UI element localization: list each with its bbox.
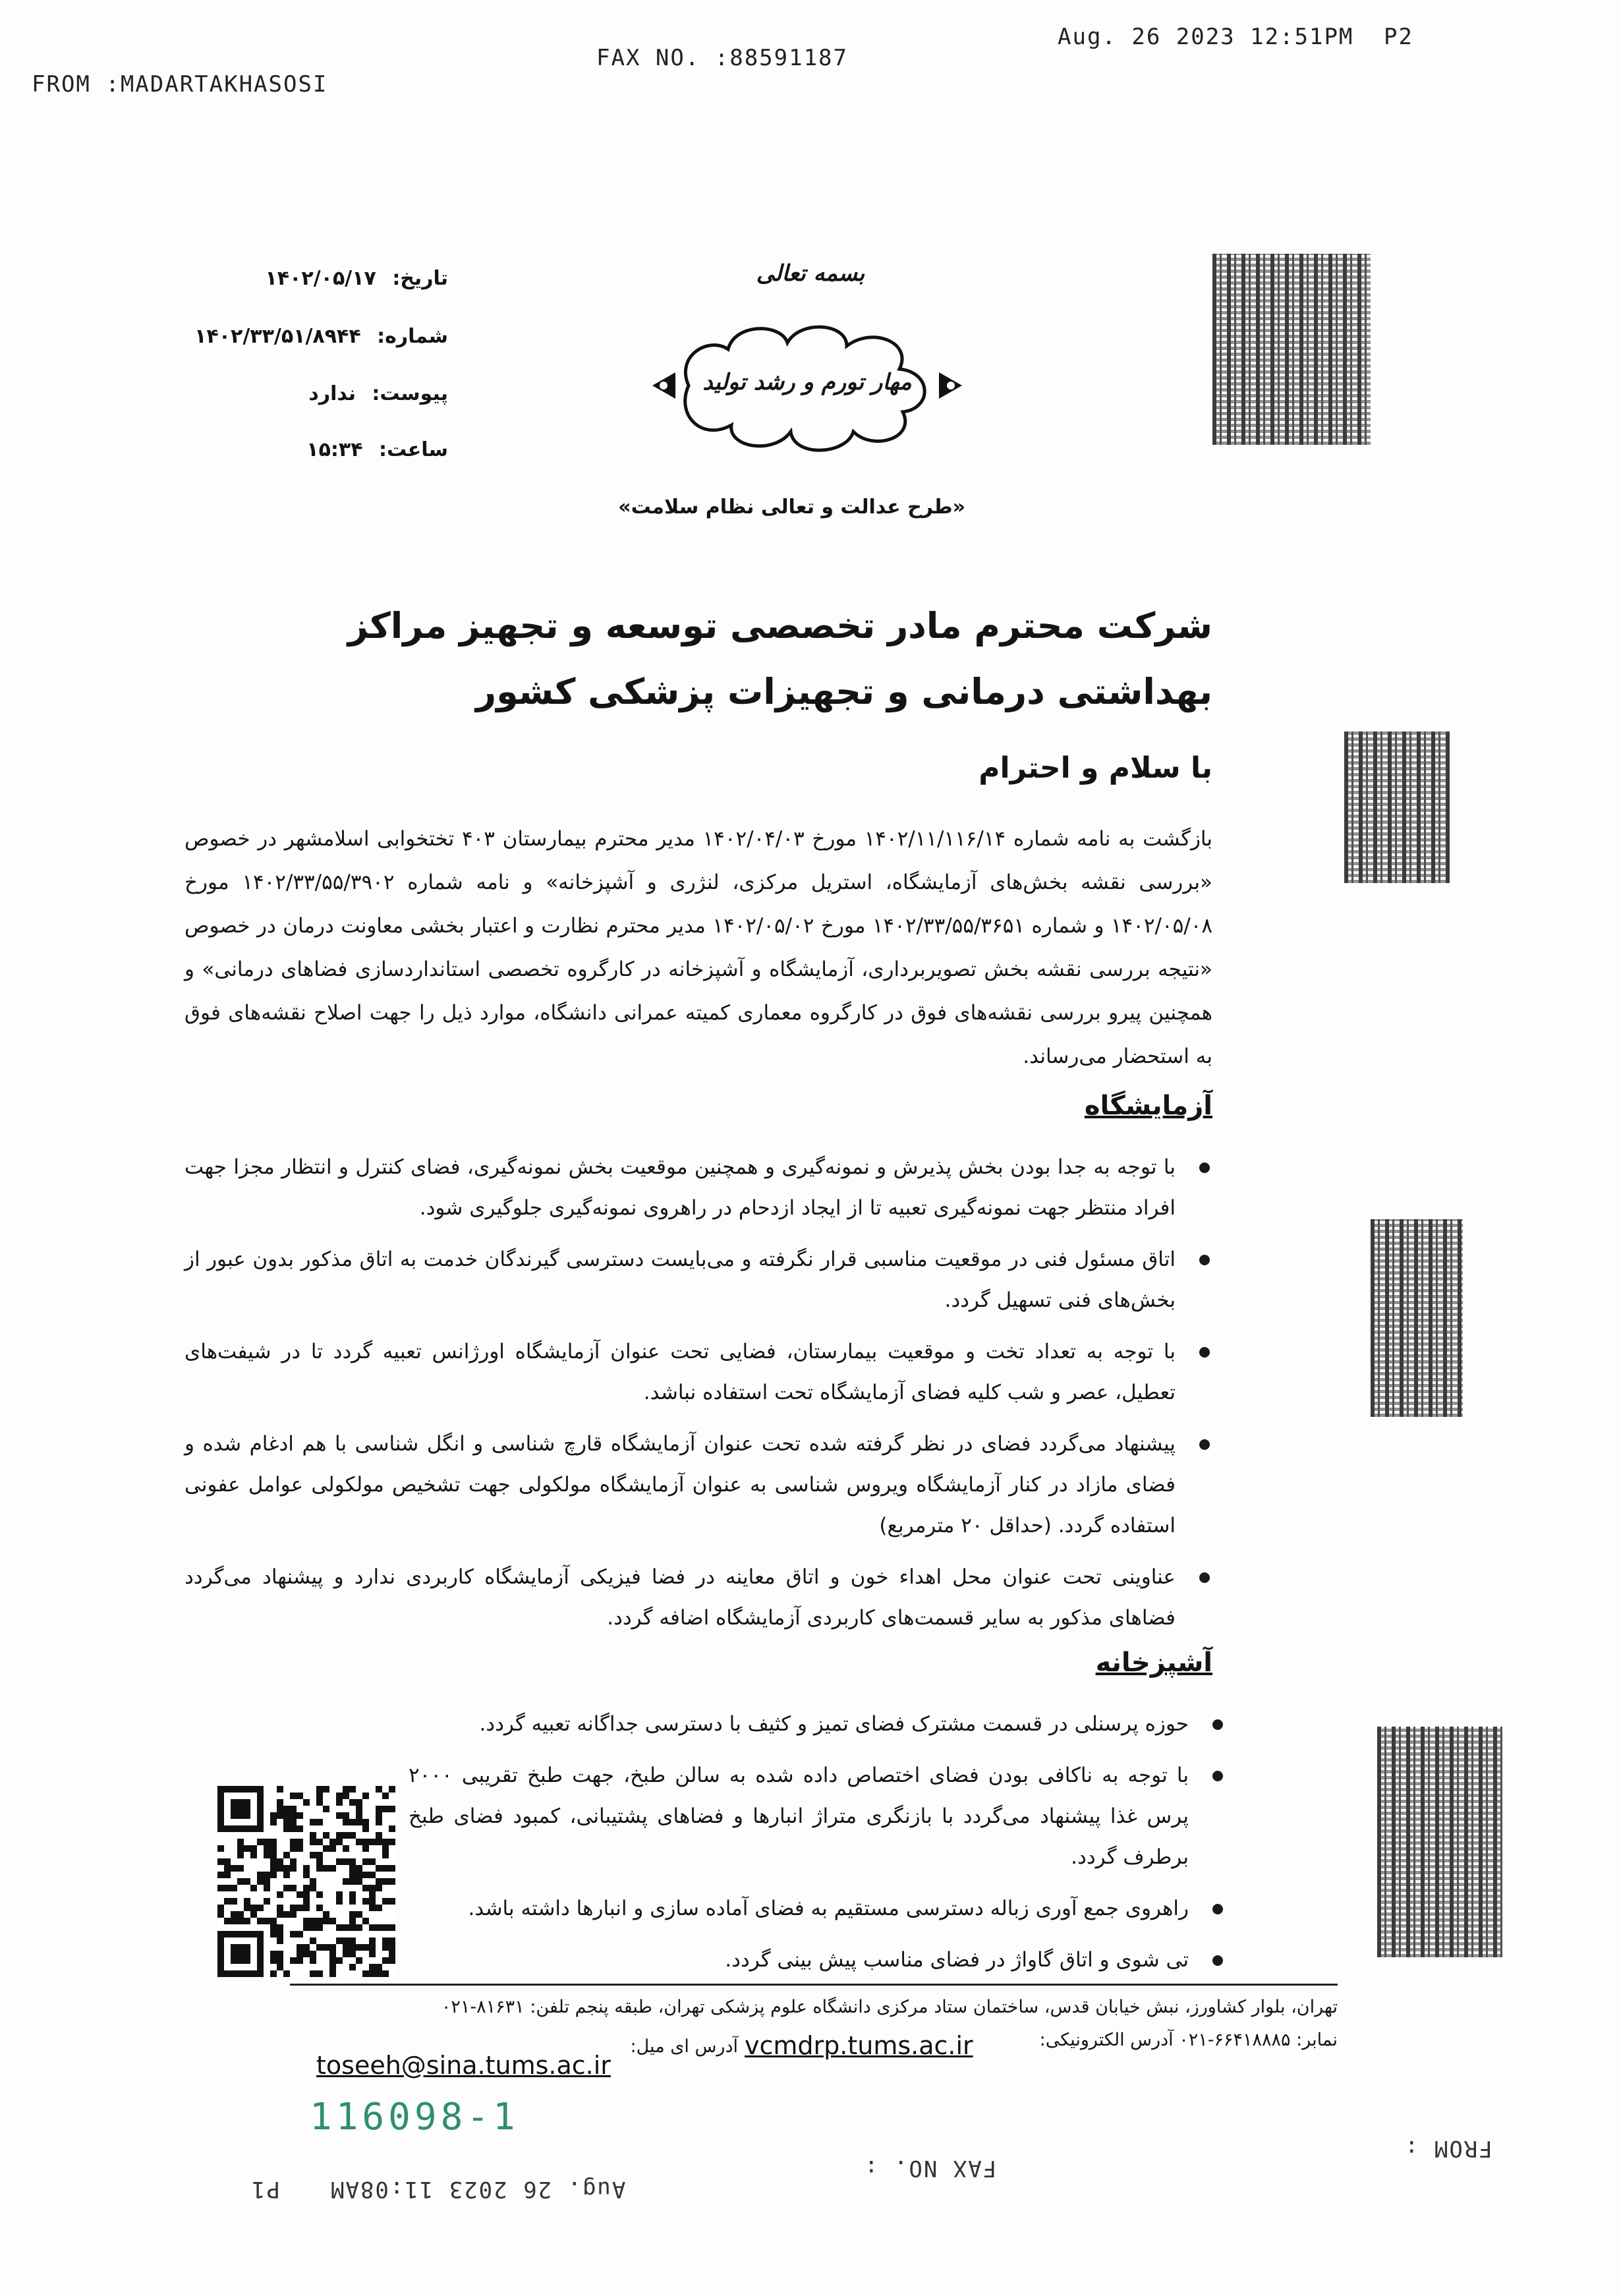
bullet-icon [1212, 1719, 1223, 1730]
mirrored-fax-datetime: Aug. 26 2023 11:08AM [329, 2176, 626, 2202]
meta-date-value: ۱۴۰۲/۰۵/۱۷ [265, 267, 376, 290]
letter-meta [171, 267, 448, 478]
list-item: تی شوی و اتاق گاواژ در فضای مناسب پیش بینی گردد. [409, 1939, 1226, 1980]
list-item: حوزه پرسنلی در قسمت مشترک فضای تمیز و کثیف با دسترسی جداگانه تعبیه گردد. [409, 1704, 1226, 1744]
list-item: با توجه به جدا بودن بخش پذیرش و نمونه‌گیری و همچنین موقعیت بخش نمونه‌گیری، فضای کنترل و انتظار مجزا جهت افراد منتظر جهت نمونه‌گیری تعبیه تا از ایجاد ازدحام در راهروی نمونه‌گیری جلوگیری شود. [185, 1147, 1212, 1228]
bullet-icon [1199, 1572, 1210, 1583]
scan-noise-mark [1371, 1219, 1463, 1417]
laboratory-items [185, 1147, 1212, 1649]
footer-website[interactable]: vcmdrp.tums.ac.ir [745, 2031, 973, 2060]
basmala: بسمه تعالی [756, 260, 865, 287]
meta-time-label: ساعت: [378, 438, 448, 461]
meta-time-value: ۱۵:۳۴ [306, 438, 363, 461]
meta-number [171, 325, 448, 348]
list-item: اتاق مسئول فنی در موقعیت مناسبی قرار نگرفته و می‌بایست دسترسی گیرندگان خدمت به اتاق مذکور بدون عبور از بخش‌های فنی تسهیل گردد. [185, 1239, 1212, 1321]
meta-attachment-label: پیوست: [372, 382, 448, 405]
fax-page: P2 [1384, 24, 1413, 50]
kitchen-items [409, 1704, 1226, 1991]
list-item: با توجه به ناکافی بودن فضای اختصاص داده شده به سالن طبخ، جهت طبخ تقریبی ۲۰۰۰ پرس غذا پیشنهاد می‌گردد با بازنگری متراژ انبارها و فضاهای پشتیبانی، کمبود فضای طبخ برطرف گردد. [409, 1755, 1226, 1878]
meta-date-label: تاریخ: [392, 267, 448, 290]
scan-noise-mark [1377, 1727, 1502, 1957]
stamp-scan-mark [1212, 254, 1371, 445]
section-title-kitchen: آشپزخانه [1095, 1648, 1212, 1678]
list-item: راهروی جمع آوری زباله دسترسی مستقیم به فضای آماده سازی و انبارها داشته باشد. [409, 1888, 1226, 1929]
bullet-icon [1199, 1255, 1210, 1265]
list-item: با توجه به تعداد تخت و موقعیت بیمارستان، فضایی تحت عنوان آزمایشگاه اورژانس تعبیه گردد تا در شیفت‌های تعطیل، عصر و شب کلیه فضای آزمایشگاه تحت استفاده نباشد. [185, 1331, 1212, 1413]
seal-emblem [649, 310, 965, 461]
meta-number-label: شماره: [377, 325, 448, 348]
mirrored-fax-page: P1 [250, 2176, 280, 2202]
fax-from: FROM :MADARTAKHASOSI [32, 71, 328, 98]
list-item: پیشنهاد می‌گردد فضای در نظر گرفته شده تحت عنوان آزمایشگاه قارچ شناسی و انگل شناسی با هم ادغام شده و فضای مازاد در کنار آزمایشگاه ویروس شناسی به عنوان آزمایشگاه مولکولی جهت تشخیص مولکولی عوامل عفونی استفاده گردد. (حداقل ۲۰ مترمربع) [185, 1423, 1212, 1546]
footer-email[interactable]: toseeh@sina.tums.ac.ir [316, 2051, 611, 2080]
qr-code-icon [217, 1786, 395, 1977]
meta-date [171, 267, 448, 290]
scan-noise-mark [1344, 732, 1450, 883]
intro-paragraph: بازگشت به نامه شماره ۱۴۰۲/۱۱/۱۱۶/۱۴ مورخ ۱۴۰۲/۰۴/۰۳ مدیر محترم بیمارستان ۴۰۳ تختخوابی اسلامشهر در خصوص «بررسی نقشه بخش‌های آزمایشگاه، استریل مرکزی، لنژری و آشپزخانه» و نامه شماره ۱۴۰۲/۳۳/۵۵/۳۹۰۲ مورخ ۱۴۰۲/۰۵/۰۸ و شماره ۱۴۰۲/۳۳/۵۵/۳۶۵۱ مورخ ۱۴۰۲/۰۵/۰۲ مدیر محترم نظارت و اعتبار بخشی معاونت درمان در خصوص «نتیجه بررسی نقشه بخش تصویربرداری، آزمایشگاه و آشپزخانه در کارگروه تخصصی استانداردسازی فضاهای درمانی» و همچنین پیرو بررسی نقشه‌های فوق در کارگروه معماری کمیته عمرانی دانشگاه، موارد ذیل را جهت اصلاح نقشه‌های فوق به استحضار می‌رساند. [185, 827, 1212, 1068]
meta-time [171, 438, 448, 461]
meta-attachment-value: ندارد [308, 382, 356, 405]
bullet-icon [1212, 1771, 1223, 1781]
bullet-icon [1199, 1162, 1210, 1173]
footer-fax: نمابر: ۶۶۴۱۸۸۸۵-۰۲۱ آدرس الکترونیکی: [1039, 2030, 1338, 2050]
qr-code [217, 1786, 395, 1977]
mirrored-fax-from: FROM : [1404, 2135, 1492, 2162]
bullet-icon [1212, 1904, 1223, 1914]
handwritten-number: 116098-1 [310, 2096, 519, 2138]
footer-divider [290, 1984, 1338, 1986]
bullet-icon [1199, 1347, 1210, 1358]
bullet-icon [1212, 1955, 1223, 1966]
greeting: با سلام و احترام [979, 751, 1212, 785]
meta-number-value: ۱۴۰۲/۳۳/۵۱/۸۹۴۴ [194, 325, 361, 348]
meta-attachment [171, 382, 448, 405]
slogan: «طرح عدالت و تعالی نظام سلامت» [618, 496, 965, 519]
footer-address: تهران، بلوار کشاورز، نبش خیابان قدس، ساختمان ستاد مرکزی دانشگاه علوم پزشکی تهران، طبقه پنجم تلفن: ۸۱۶۳۱-۰۲۱ [441, 1997, 1338, 2017]
fax-number: FAX NO. :88591187 [596, 45, 848, 71]
section-title-laboratory: آزمایشگاه [1084, 1091, 1212, 1121]
seal-text: مهار تورم و رشد تولید [702, 369, 912, 395]
fax-datetime: Aug. 26 2023 12:51PM [1058, 24, 1354, 50]
bullet-icon [1199, 1439, 1210, 1450]
recipient-heading: شرکت محترم مادر تخصصی توسعه و تجهیز مراکز بهداشتی درمانی و تجهیزات پزشکی کشور [347, 605, 1212, 712]
footer-email-label: آدرس ای میل: [630, 2036, 738, 2057]
list-item: عناوینی تحت عنوان محل اهداء خون و اتاق معاینه در فضا فیزیکی آزمایشگاه کاربردی ندارد و پیشنهاد می‌گردد فضاهای مذکور به سایر قسمت‌های کاربردی آزمایشگاه اضافه گردد. [185, 1557, 1212, 1638]
mirrored-fax-number: FAX NO. : [863, 2155, 997, 2181]
